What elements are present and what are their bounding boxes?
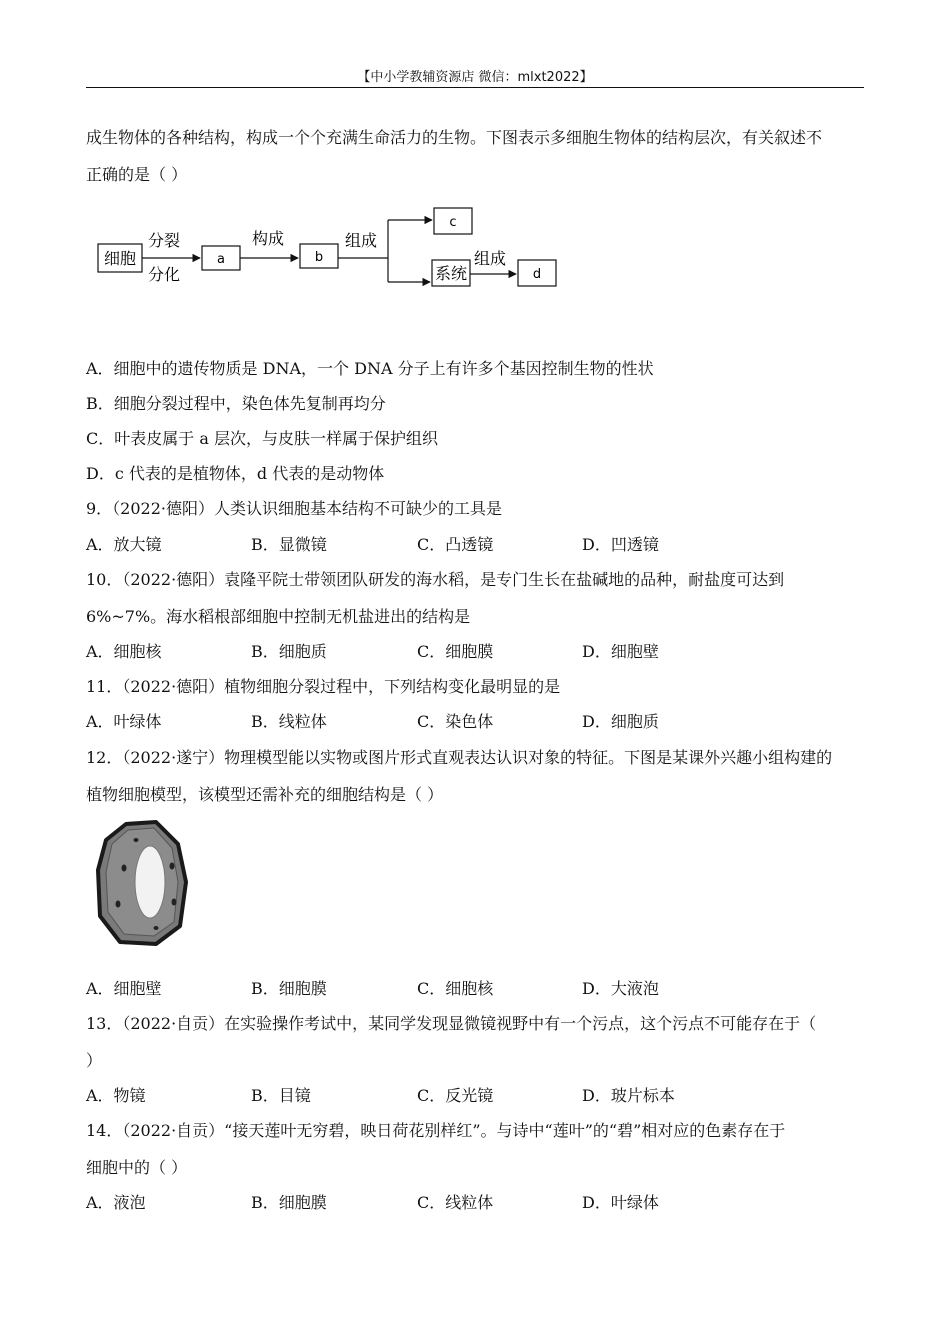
q10-stem-line2: 6%~7%。海水稻根部细胞中控制无机盐进出的结构是 bbox=[86, 607, 471, 626]
q13-option-c: C．反光镜 bbox=[417, 1086, 494, 1105]
q12-stem-line2: 植物细胞模型，该模型还需补充的细胞结构是（ ） bbox=[86, 785, 444, 804]
q12-stem-line1: 12．（2022·遂宁）物理模型能以实物或图片形式直观表达认识对象的特征。下图是某课外兴趣小组构建的 bbox=[86, 748, 833, 767]
q10-stem-line1: 10．（2022·德阳）袁隆平院士带领团队研发的海水稻，是专门生长在盐碱地的品种，耐盐度可达到 bbox=[86, 570, 785, 589]
diagram-arrow2-label: 构成 bbox=[252, 229, 285, 248]
cell-dot bbox=[116, 901, 121, 908]
diagram-arrow4-label: 组成 bbox=[474, 249, 507, 268]
q8-option-a: A．细胞中的遗传物质是 DNA，一个 DNA 分子上有许多个基因控制生物的性状 bbox=[86, 359, 654, 378]
header-divider bbox=[86, 87, 864, 88]
q8-option-b: B．细胞分裂过程中，染色体先复制再均分 bbox=[86, 394, 386, 413]
q14-stem-line1: 14．（2022·自贡）“接天莲叶无穷碧，映日荷花别样红”。与诗中“莲叶”的“碧”相对应的色素存在于 bbox=[86, 1121, 786, 1140]
q13-stem-line2: ） bbox=[86, 1051, 103, 1070]
q11-option-b: B．线粒体 bbox=[251, 712, 327, 731]
q12-option-c: C．细胞核 bbox=[417, 979, 494, 998]
q11-option-c: C．染色体 bbox=[417, 712, 494, 731]
diagram-box-c-label: c bbox=[449, 215, 457, 230]
q10-option-a: A．细胞核 bbox=[86, 642, 162, 661]
diagram-box-a-label: a bbox=[217, 252, 225, 267]
cell-dot bbox=[134, 838, 139, 842]
q14-option-c: C．线粒体 bbox=[417, 1193, 494, 1212]
q9-option-b: B．显微镜 bbox=[251, 535, 327, 554]
cell-inner-body bbox=[135, 846, 165, 918]
diagram-cell-label: 细胞 bbox=[103, 249, 137, 268]
diagram-box-b-label: b bbox=[314, 250, 324, 265]
q14-option-b: B．细胞膜 bbox=[251, 1193, 327, 1212]
cell-dot bbox=[170, 863, 175, 870]
diagram-arrow3-label: 组成 bbox=[345, 231, 378, 250]
q10-option-d: D．细胞壁 bbox=[582, 642, 659, 661]
q8-option-c: C．叶表皮属于 a 层次，与皮肤一样属于保护组织 bbox=[86, 429, 438, 448]
q9-option-a: A．放大镜 bbox=[86, 535, 162, 554]
plant-cell-model-image bbox=[94, 818, 194, 950]
diagram-box-d-label: d bbox=[532, 267, 542, 282]
q9-option-d: D．凹透镜 bbox=[582, 535, 659, 554]
q8-stem-line1: 成生物体的各种结构，构成一个个充满生命活力的生物。下图表示多细胞生物体的结构层次，有关叙述不 bbox=[86, 128, 823, 147]
cell-dot bbox=[172, 899, 177, 906]
q14-option-a: A．液泡 bbox=[86, 1193, 146, 1212]
q13-option-d: D．玻片标本 bbox=[582, 1086, 675, 1105]
q13-option-b: B．目镜 bbox=[251, 1086, 311, 1105]
page-header: 【中小学教辅资源店 微信：mlxt2022】 bbox=[357, 70, 593, 85]
diagram-arrow1-bottom-label: 分化 bbox=[148, 265, 181, 284]
q12-option-d: D．大液泡 bbox=[582, 979, 659, 998]
q11-option-a: A．叶绿体 bbox=[86, 712, 162, 731]
q11-stem: 11．（2022·德阳）植物细胞分裂过程中，下列结构变化最明显的是 bbox=[86, 677, 561, 696]
q13-stem-line1: 13．（2022·自贡）在实验操作考试中，某同学发现显微镜视野中有一个污点，这个污点不可能存在于（ bbox=[86, 1014, 817, 1033]
q10-option-b: B．细胞质 bbox=[251, 642, 327, 661]
structure-hierarchy-diagram bbox=[96, 200, 566, 300]
diagram-box-system-label: 系统 bbox=[434, 264, 468, 283]
q11-option-d: D．细胞质 bbox=[582, 712, 659, 731]
cell-dot bbox=[122, 865, 127, 872]
q9-stem: 9．（2022·德阳）人类认识细胞基本结构不可缺少的工具是 bbox=[86, 499, 502, 518]
q13-option-a: A．物镜 bbox=[86, 1086, 146, 1105]
q10-option-c: C．细胞膜 bbox=[417, 642, 494, 661]
q14-stem-line2: 细胞中的（ ） bbox=[86, 1158, 188, 1177]
q12-option-b: B．细胞膜 bbox=[251, 979, 327, 998]
q8-stem-line2: 正确的是（ ） bbox=[86, 165, 188, 184]
q12-option-a: A．细胞壁 bbox=[86, 979, 162, 998]
q8-option-d: D．c 代表的是植物体，d 代表的是动物体 bbox=[86, 464, 385, 483]
q14-option-d: D．叶绿体 bbox=[582, 1193, 659, 1212]
q9-option-c: C．凸透镜 bbox=[417, 535, 494, 554]
cell-dot bbox=[154, 926, 159, 930]
diagram-arrow1-top-label: 分裂 bbox=[148, 231, 181, 250]
